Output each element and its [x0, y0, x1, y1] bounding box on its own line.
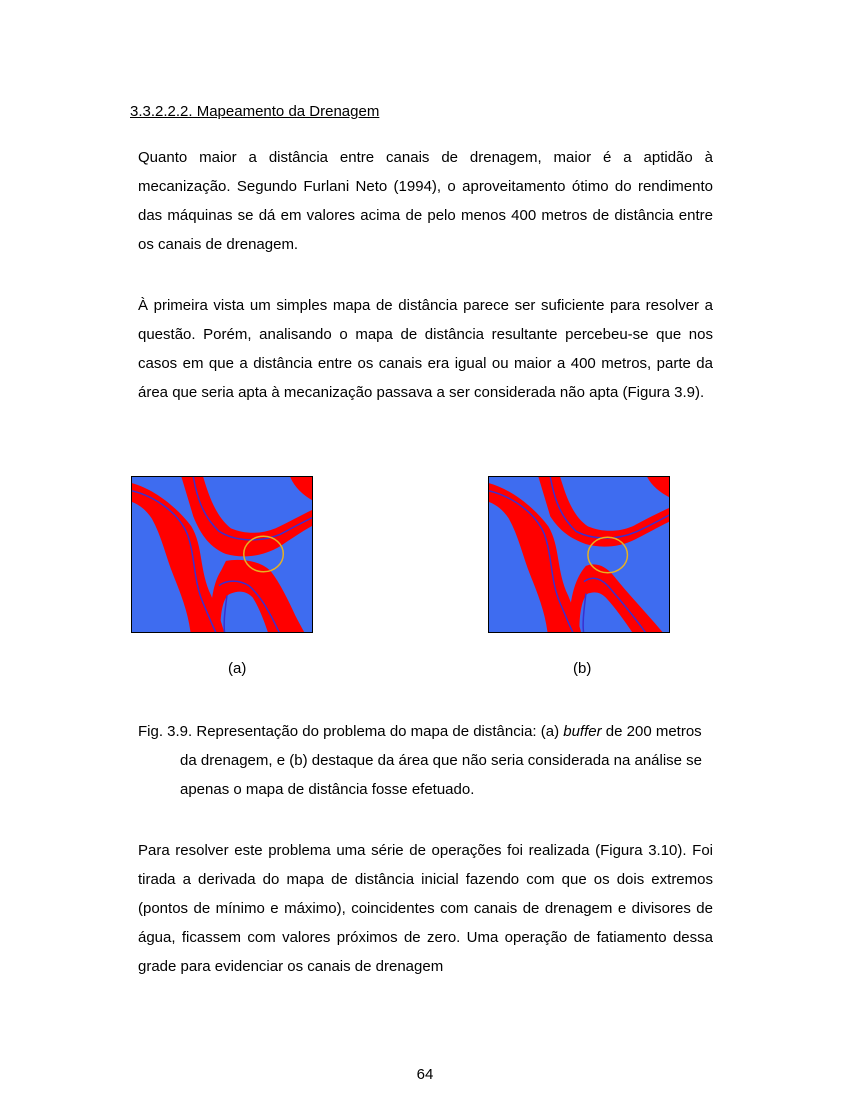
caption-italic-term: buffer [563, 723, 602, 740]
subfigure-label-a: (a) [228, 660, 247, 677]
paragraph-2: À primeira vista um simples mapa de distância parece ser suficiente para resolver a questão. Porém, analisando o mapa de distância resultante percebeu-se que nos casos em que a distância entre os canais era igual ou maior a 400 metros, parte da área que seria apta à mecanização passava a ser considerada não apta (Figura 3.9). [138, 297, 713, 401]
figure-3-9-b [488, 476, 670, 633]
paragraph-1: Quanto maior a distância entre canais de drenagem, maior é a aptidão à mecanização. Segundo Furlani Neto (1994), o aproveitamento ótimo do rendimento das máquinas se dá em valores acima de pelo menos 400 metros de distância entre os canais de drenagem. [138, 149, 713, 253]
subfigure-label-b: (b) [573, 660, 592, 677]
page-number: 64 [416, 1066, 434, 1083]
figure-3-9-a [131, 476, 313, 633]
caption-suffix: de 200 metros da drenagem, e (b) destaque da área que não seria considerada na análise se apenas o mapa de distância fosse efetuado. [180, 723, 703, 798]
section-heading: 3.3.2.2.2. Mapeamento da Drenagem [130, 103, 380, 120]
caption-prefix: Fig. 3.9. Representação do problema do mapa de distância: (a) [138, 723, 564, 740]
figure-caption [138, 717, 713, 804]
paragraph-3: Para resolver este problema uma série de operações foi realizada (Figura 3.10). Foi tirada a derivada do mapa de distância inicial fazendo com que os dois extremos (pontos de mínimo e máximo), coincidentes com canais de drenagem e divisores de água, ficassem com valores próximos de zero. Uma operação de fatiamento dessa grade para evidenciar os canais de drenagem [138, 842, 713, 975]
